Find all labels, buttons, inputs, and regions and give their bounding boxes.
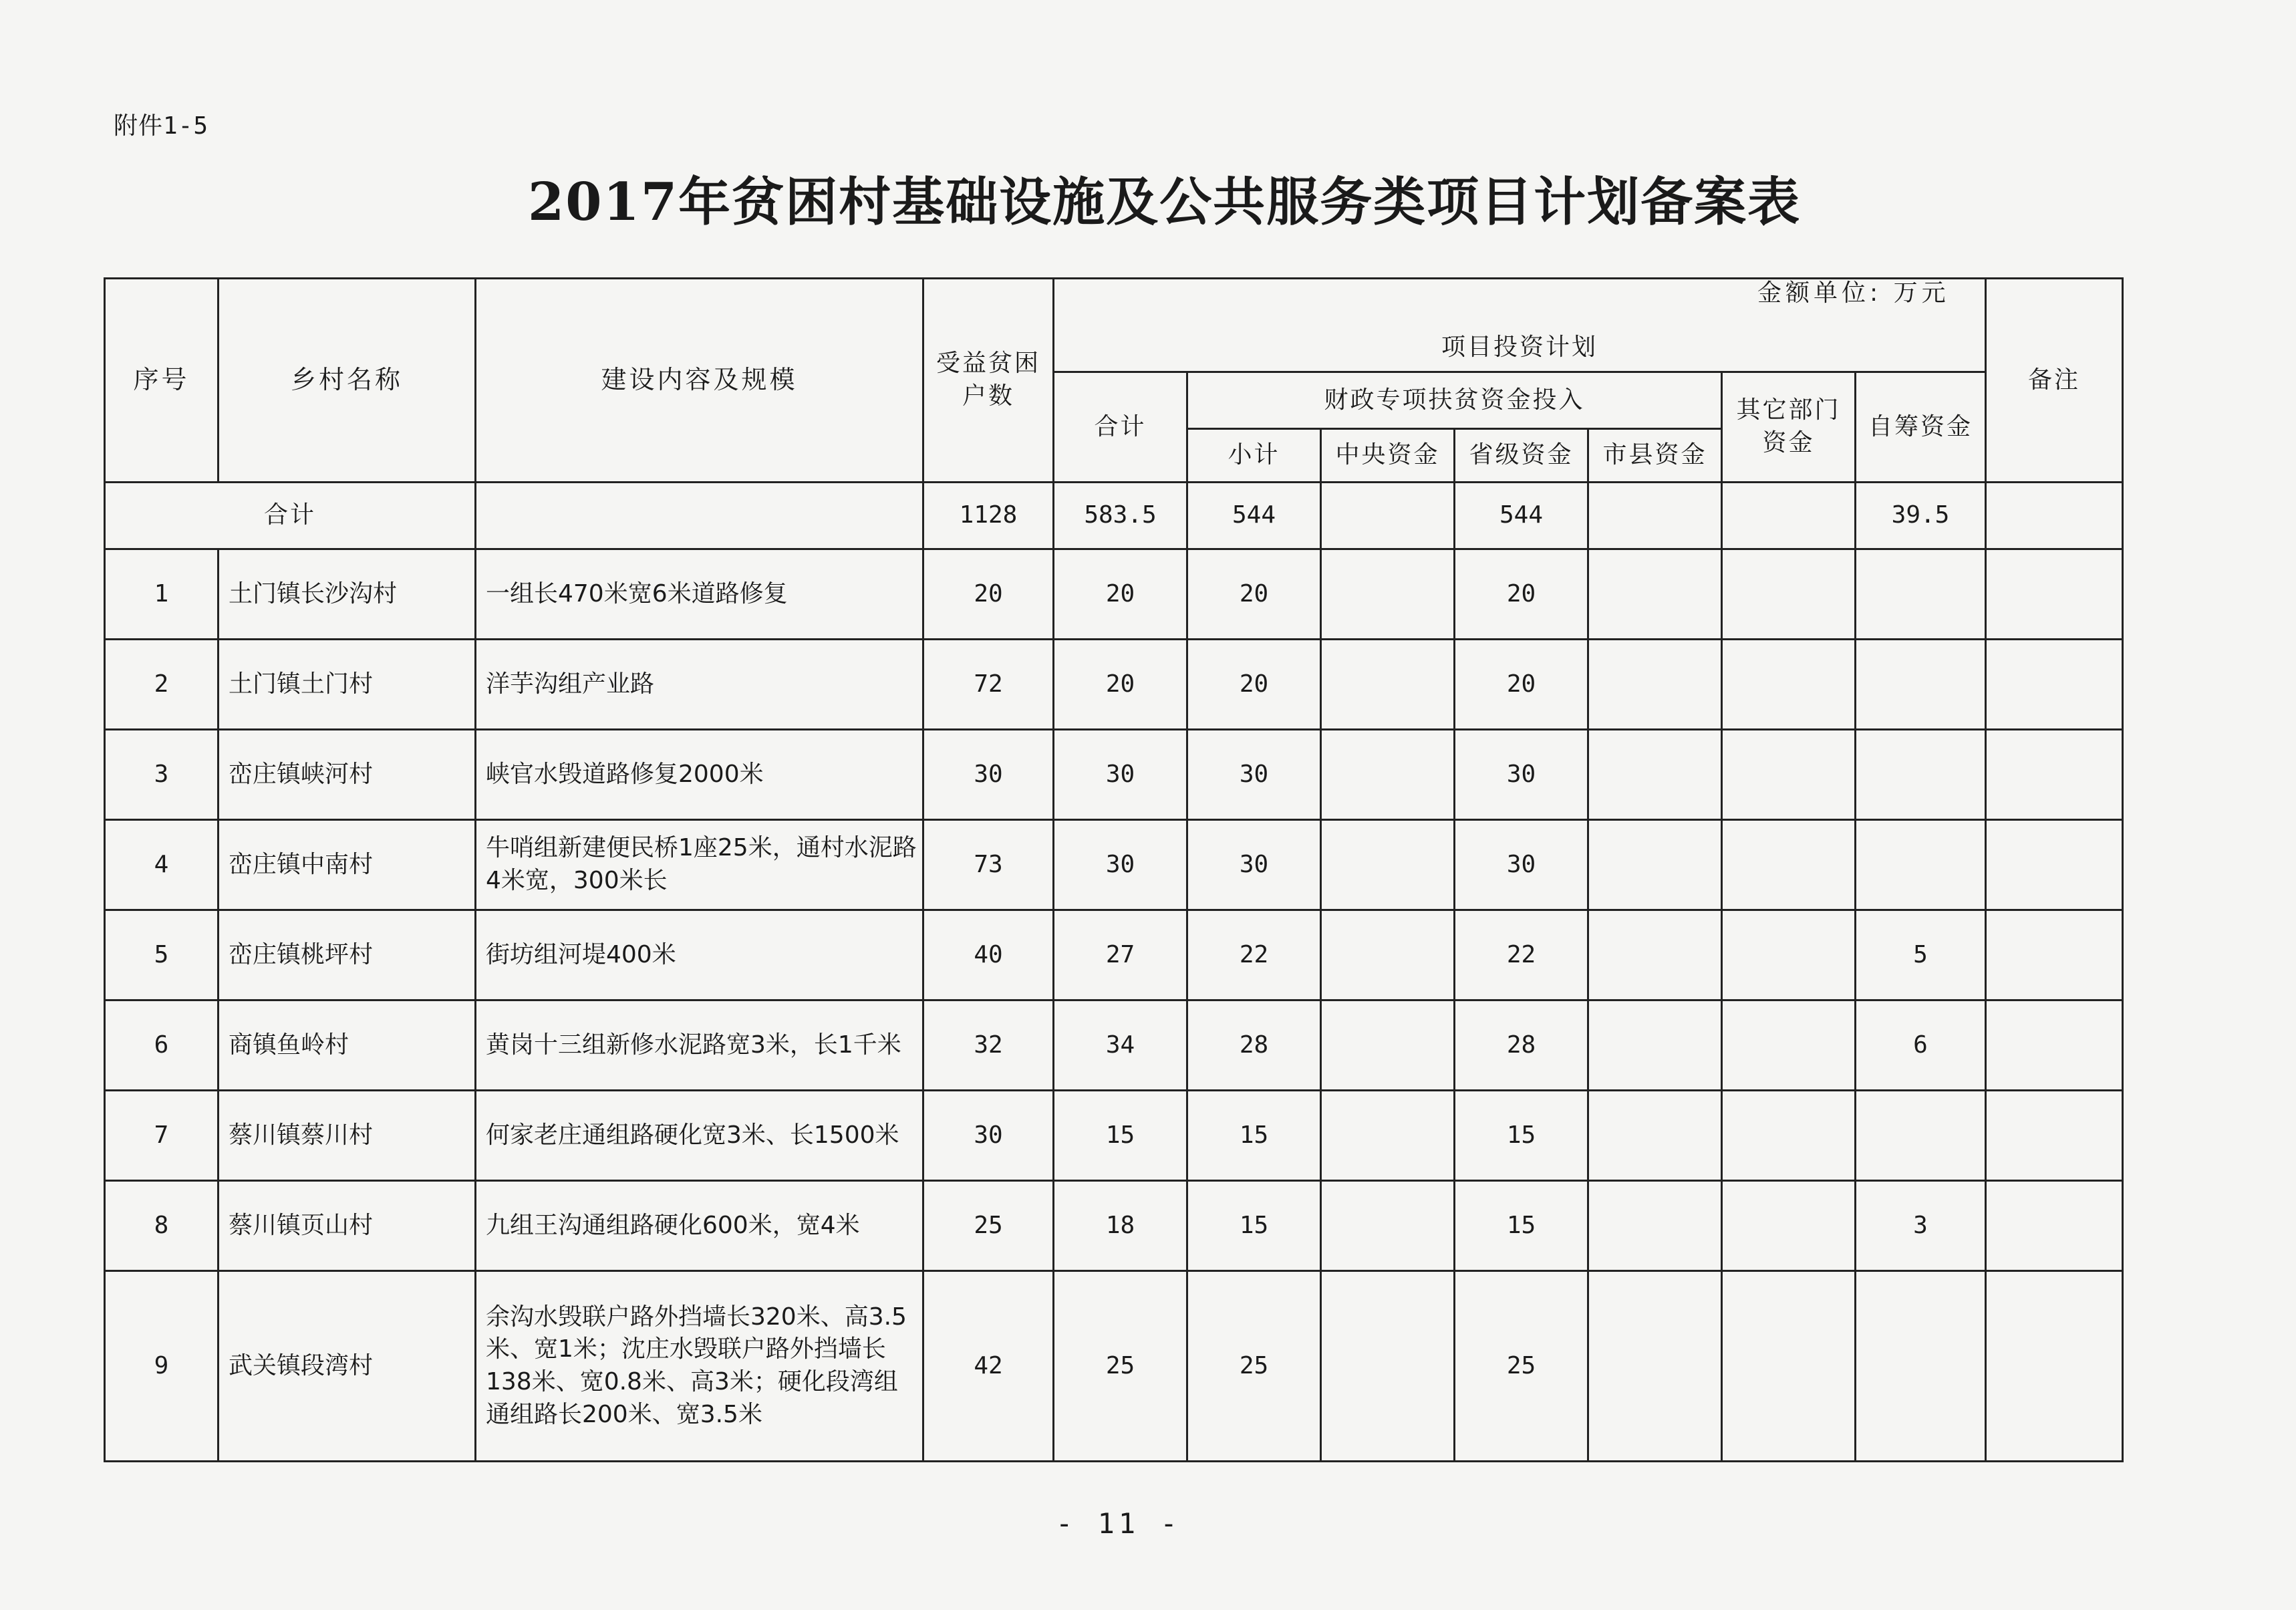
row-central bbox=[1321, 1181, 1455, 1271]
table-row bbox=[105, 1000, 2123, 1091]
col-subtotal-header: 小计 bbox=[1187, 429, 1321, 483]
row-remarks bbox=[1986, 1000, 2123, 1091]
row-provincial: 20 bbox=[1455, 640, 1588, 730]
row-village: 蔡川镇蔡川村 bbox=[219, 1091, 476, 1181]
header-spacer bbox=[1455, 279, 1588, 325]
row-total: 27 bbox=[1054, 910, 1187, 1000]
row-households: 42 bbox=[923, 1271, 1054, 1462]
row-content: 洋芋沟组产业路 bbox=[476, 640, 923, 730]
row-content: 牛哨组新建便民桥1座25米，通村水泥路4米宽，300米长 bbox=[476, 820, 923, 910]
row-subtotal: 30 bbox=[1187, 820, 1321, 910]
col-seq-header: 序号 bbox=[105, 279, 219, 483]
row-other-dept bbox=[1722, 1091, 1856, 1181]
row-city-county bbox=[1588, 910, 1722, 1000]
row-other-dept bbox=[1722, 1000, 1856, 1091]
row-households: 25 bbox=[923, 1181, 1054, 1271]
row-self-raised: 5 bbox=[1856, 910, 1986, 1000]
total-central bbox=[1321, 483, 1455, 549]
row-village: 商镇鱼岭村 bbox=[219, 1000, 476, 1091]
row-central bbox=[1321, 1091, 1455, 1181]
row-provincial: 22 bbox=[1455, 910, 1588, 1000]
row-provincial: 25 bbox=[1455, 1271, 1588, 1462]
row-households: 30 bbox=[923, 730, 1054, 820]
col-central-header: 中央资金 bbox=[1321, 429, 1455, 483]
table-row bbox=[105, 820, 2123, 910]
row-other-dept bbox=[1722, 1181, 1856, 1271]
col-remarks-header: 备注 bbox=[1986, 279, 2123, 483]
total-total: 583.5 bbox=[1054, 483, 1187, 549]
row-subtotal: 20 bbox=[1187, 549, 1321, 640]
col-households-header: 受益贫困户数 bbox=[923, 279, 1054, 483]
row-central bbox=[1321, 820, 1455, 910]
row-households: 30 bbox=[923, 1091, 1054, 1181]
row-other-dept bbox=[1722, 910, 1856, 1000]
row-seq: 3 bbox=[105, 730, 219, 820]
col-city-county-header: 市县资金 bbox=[1588, 429, 1722, 483]
row-village: 峦庄镇峡河村 bbox=[219, 730, 476, 820]
row-subtotal: 25 bbox=[1187, 1271, 1321, 1462]
row-households: 32 bbox=[923, 1000, 1054, 1091]
table-row bbox=[105, 1091, 2123, 1181]
row-provincial: 15 bbox=[1455, 1181, 1588, 1271]
row-village: 峦庄镇桃坪村 bbox=[219, 910, 476, 1000]
row-central bbox=[1321, 640, 1455, 730]
row-content: 峡官水毁道路修复2000米 bbox=[476, 730, 923, 820]
row-city-county bbox=[1588, 1181, 1722, 1271]
table-row bbox=[105, 730, 2123, 820]
col-provincial-header: 省级资金 bbox=[1455, 429, 1588, 483]
total-content bbox=[476, 483, 923, 549]
row-seq: 7 bbox=[105, 1091, 219, 1181]
row-subtotal: 15 bbox=[1187, 1091, 1321, 1181]
header-spacer bbox=[1054, 279, 1187, 325]
header-row-1 bbox=[105, 279, 2123, 325]
total-row bbox=[105, 483, 2123, 549]
header-spacer bbox=[1856, 279, 1986, 325]
row-city-county bbox=[1588, 549, 1722, 640]
total-provincial: 544 bbox=[1455, 483, 1588, 549]
row-total: 20 bbox=[1054, 549, 1187, 640]
header-spacer bbox=[1321, 279, 1455, 325]
total-remarks bbox=[1986, 483, 2123, 549]
attachment-label: 附件1-5 bbox=[114, 112, 209, 140]
table-row bbox=[105, 549, 2123, 640]
row-total: 25 bbox=[1054, 1271, 1187, 1462]
row-city-county bbox=[1588, 640, 1722, 730]
row-remarks bbox=[1986, 640, 2123, 730]
row-other-dept bbox=[1722, 549, 1856, 640]
table-row bbox=[105, 1271, 2123, 1462]
total-other-dept bbox=[1722, 483, 1856, 549]
row-remarks bbox=[1986, 549, 2123, 640]
row-seq: 9 bbox=[105, 1271, 219, 1462]
row-provincial: 15 bbox=[1455, 1091, 1588, 1181]
row-content: 九组王沟通组路硬化600米，宽4米 bbox=[476, 1181, 923, 1271]
row-total: 30 bbox=[1054, 820, 1187, 910]
row-households: 73 bbox=[923, 820, 1054, 910]
row-city-county bbox=[1588, 820, 1722, 910]
col-self-raised-header: 自筹资金 bbox=[1856, 372, 1986, 483]
row-remarks bbox=[1986, 820, 2123, 910]
row-seq: 1 bbox=[105, 549, 219, 640]
col-total-header: 合计 bbox=[1054, 372, 1187, 483]
row-content: 黄岗十三组新修水泥路宽3米，长1千米 bbox=[476, 1000, 923, 1091]
row-remarks bbox=[1986, 1091, 2123, 1181]
row-central bbox=[1321, 730, 1455, 820]
total-label: 合计 bbox=[105, 483, 476, 549]
header-spacer bbox=[1187, 279, 1321, 325]
row-subtotal: 30 bbox=[1187, 730, 1321, 820]
row-subtotal: 22 bbox=[1187, 910, 1321, 1000]
row-self-raised bbox=[1856, 1271, 1986, 1462]
row-remarks bbox=[1986, 1181, 2123, 1271]
row-provincial: 20 bbox=[1455, 549, 1588, 640]
row-seq: 2 bbox=[105, 640, 219, 730]
page-number: - 11 - bbox=[1056, 1507, 1181, 1540]
row-seq: 4 bbox=[105, 820, 219, 910]
total-city-county bbox=[1588, 483, 1722, 549]
row-provincial: 28 bbox=[1455, 1000, 1588, 1091]
row-other-dept bbox=[1722, 730, 1856, 820]
row-households: 72 bbox=[923, 640, 1054, 730]
row-households: 20 bbox=[923, 549, 1054, 640]
row-provincial: 30 bbox=[1455, 730, 1588, 820]
row-village: 土门镇长沙沟村 bbox=[219, 549, 476, 640]
total-subtotal: 544 bbox=[1187, 483, 1321, 549]
row-content: 何家老庄通组路硬化宽3米、长1500米 bbox=[476, 1091, 923, 1181]
row-remarks bbox=[1986, 1271, 2123, 1462]
row-village: 武关镇段湾村 bbox=[219, 1271, 476, 1462]
row-central bbox=[1321, 1271, 1455, 1462]
table-row bbox=[105, 910, 2123, 1000]
col-fiscal-header: 财政专项扶贫资金投入 bbox=[1187, 372, 1722, 429]
row-self-raised bbox=[1856, 640, 1986, 730]
row-self-raised: 3 bbox=[1856, 1181, 1986, 1271]
document-title: 2017年贫困村基础设施及公共服务类项目计划备案表 bbox=[528, 172, 1802, 233]
total-households: 1128 bbox=[923, 483, 1054, 549]
col-investment-plan-header: 项目投资计划 bbox=[1054, 325, 1986, 372]
amount-unit-label: 金额单位: 万元 bbox=[1757, 279, 1950, 307]
row-central bbox=[1321, 549, 1455, 640]
row-other-dept bbox=[1722, 820, 1856, 910]
row-subtotal: 28 bbox=[1187, 1000, 1321, 1091]
row-village: 蔡川镇页山村 bbox=[219, 1181, 476, 1271]
row-central bbox=[1321, 1000, 1455, 1091]
row-content: 一组长470米宽6米道路修复 bbox=[476, 549, 923, 640]
row-total: 18 bbox=[1054, 1181, 1187, 1271]
row-seq: 5 bbox=[105, 910, 219, 1000]
row-seq: 8 bbox=[105, 1181, 219, 1271]
row-households: 40 bbox=[923, 910, 1054, 1000]
row-self-raised: 6 bbox=[1856, 1000, 1986, 1091]
row-content: 余沟水毁联户路外挡墙长320米、高3.5米、宽1米；沈庄水毁联户路外挡墙长138米、宽0.8米、高3米；硬化段湾组通组路长200米、宽3.5米 bbox=[476, 1271, 923, 1462]
row-subtotal: 20 bbox=[1187, 640, 1321, 730]
row-other-dept bbox=[1722, 640, 1856, 730]
total-self-raised: 39.5 bbox=[1856, 483, 1986, 549]
row-self-raised bbox=[1856, 549, 1986, 640]
row-city-county bbox=[1588, 1000, 1722, 1091]
row-subtotal: 15 bbox=[1187, 1181, 1321, 1271]
row-remarks bbox=[1986, 910, 2123, 1000]
row-remarks bbox=[1986, 730, 2123, 820]
col-village-header: 乡村名称 bbox=[219, 279, 476, 483]
row-city-county bbox=[1588, 730, 1722, 820]
row-self-raised bbox=[1856, 730, 1986, 820]
row-total: 30 bbox=[1054, 730, 1187, 820]
col-other-dept-header: 其它部门资金 bbox=[1722, 372, 1856, 483]
header-spacer bbox=[1588, 279, 1722, 325]
row-total: 20 bbox=[1054, 640, 1187, 730]
row-provincial: 30 bbox=[1455, 820, 1588, 910]
row-total: 15 bbox=[1054, 1091, 1187, 1181]
row-village: 土门镇土门村 bbox=[219, 640, 476, 730]
row-city-county bbox=[1588, 1271, 1722, 1462]
table-row bbox=[105, 640, 2123, 730]
header-spacer bbox=[1722, 279, 1856, 325]
row-seq: 6 bbox=[105, 1000, 219, 1091]
row-other-dept bbox=[1722, 1271, 1856, 1462]
row-central bbox=[1321, 910, 1455, 1000]
table-row bbox=[105, 1181, 2123, 1271]
row-city-county bbox=[1588, 1091, 1722, 1181]
row-self-raised bbox=[1856, 1091, 1986, 1181]
row-content: 街坊组河堤400米 bbox=[476, 910, 923, 1000]
row-village: 峦庄镇中南村 bbox=[219, 820, 476, 910]
row-self-raised bbox=[1856, 820, 1986, 910]
row-total: 34 bbox=[1054, 1000, 1187, 1091]
col-content-header: 建设内容及规模 bbox=[476, 279, 923, 483]
data-rows bbox=[105, 549, 2123, 1462]
project-plan-table bbox=[104, 277, 2124, 1462]
